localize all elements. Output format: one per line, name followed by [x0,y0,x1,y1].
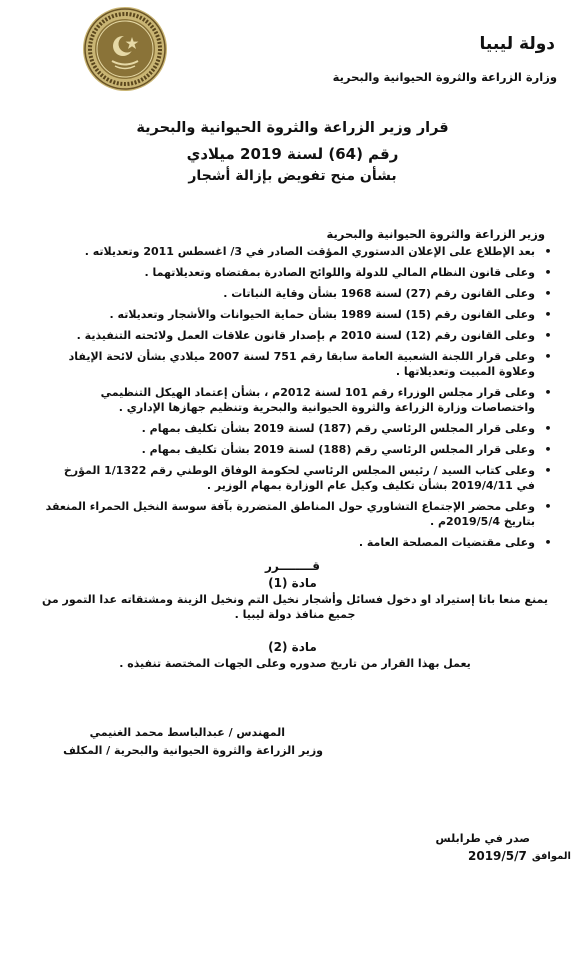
preamble-heading: وزير الزراعة والثروة الحيوانية والبحرية [326,227,545,241]
decision-heading: قــــــــرر [264,559,321,573]
letterhead-state: دولة ليبيا [479,34,555,54]
recital-item: • وعلى قرار المجلس الرئاسي رقم (187) لسنة 2019 بشأن تكليف بمهام . [45,421,555,436]
issued-date-label: الموافق [531,851,571,862]
recital-item: • وعلى محضر الإجتماع التشاوري حول المناطق المتضررة بآفة سوسة النخيل الحمراء المنعقد بتاريخ 2019/5/4م . [45,499,555,529]
bullet-dot-icon: • [544,422,552,435]
signatory-title: وزير الزراعة والثروة الحيوانية والبحرية / المكلف [63,744,323,757]
recital-item: • وعلى قانون النظام المالي للدولة واللوائح الصادرة بمقتضاه وتعديلاتهما . [45,265,555,280]
signatory-name: المهندس / عبدالباسط محمد الغنيمي [89,726,285,739]
recital-item: • وعلى قرار اللجنة الشعبية العامة سابقا رقم 751 لسنة 2007 ميلادي بشأن لائحة الإيفاد وعلاوة المبيت وتعديلاتها . [45,349,555,379]
bullet-dot-icon: • [544,386,552,399]
bullet-dot-icon: • [544,536,552,549]
recitals-list [45,244,555,556]
letterhead-ministry: وزارة الزراعة والثروة الحيوانية والبحرية [332,70,557,84]
recital-item: • وعلى القانون رقم (15) لسنة 1989 بشأن حماية الحيوانات والأشجار وتعديلاته . [45,307,555,322]
issued-place: صدر في طرابلس [435,832,530,845]
bullet-dot-icon: • [544,329,552,342]
bullet-dot-icon: • [544,308,552,321]
recital-item: • وعلى كتاب السيد / رئيس المجلس الرئاسي لحكومة الوفاق الوطني رقم 1/1322 المؤرخ في 2019/4/11 بشأن تكليف وكيل عام الوزارة بمهام الوزير . [45,463,555,493]
article-1-body: يمنع منعا باتا إستيراد او دخول فسائل وأشجار نخيل التم ونخيل الزينة ومشتقاته عدا التمور من جميع منافذ دولة ليبيا . [42,593,548,621]
article-2-title: مادة (2) [268,640,317,654]
recital-item: • وعلى مقتضيات المصلحة العامة . [45,535,555,550]
decree-subject: بشأن منح تفويض بإزالة أشجار [188,168,397,184]
decree-number: رقم (64) لسنة 2019 ميلادي [186,145,399,163]
bullet-dot-icon: • [544,464,552,477]
decree-title: قرار وزير الزراعة والثروة الحيوانية والبحرية [136,120,449,136]
bullet-dot-icon: • [544,287,552,300]
bullet-dot-icon: • [544,245,552,258]
bullet-dot-icon: • [544,350,552,363]
recital-item: • وعلى قرار المجلس الرئاسي رقم (188) لسنة 2019 بشأن تكليف بمهام . [45,442,555,457]
bullet-dot-icon: • [544,500,552,513]
issued-date: 2019/5/7 [468,849,527,863]
article-2-body: يعمل بهذا القرار من تاريخ صدوره وعلى الجهات المختصة تنفيذه . [119,657,471,670]
bullet-dot-icon: • [544,443,552,456]
ministry-seal-logo [82,6,168,92]
recital-item: • بعد الإطلاع على الإعلان الدستوري المؤقت الصادر في 3/ اغسطس 2011 وتعديلاته . [45,244,555,259]
bullet-dot-icon: • [544,266,552,279]
article-1-title: مادة (1) [268,576,317,590]
recital-item: • وعلى قرار مجلس الوزراء رقم 101 لسنة 2012م ، بشأن إعتماد الهيكل التنظيمي واختصاصات وزارة الزراعة والثروة الحيوانية والبحرية وتنظيم جهازها الإداري . [45,385,555,415]
recital-item: • وعلى القانون رقم (12) لسنة 2010 م بإصدار قانون علاقات العمل ولائحته التنفيذية . [45,328,555,343]
recital-item: • وعلى القانون رقم (27) لسنة 1968 بشأن وقاية النباتات . [45,286,555,301]
